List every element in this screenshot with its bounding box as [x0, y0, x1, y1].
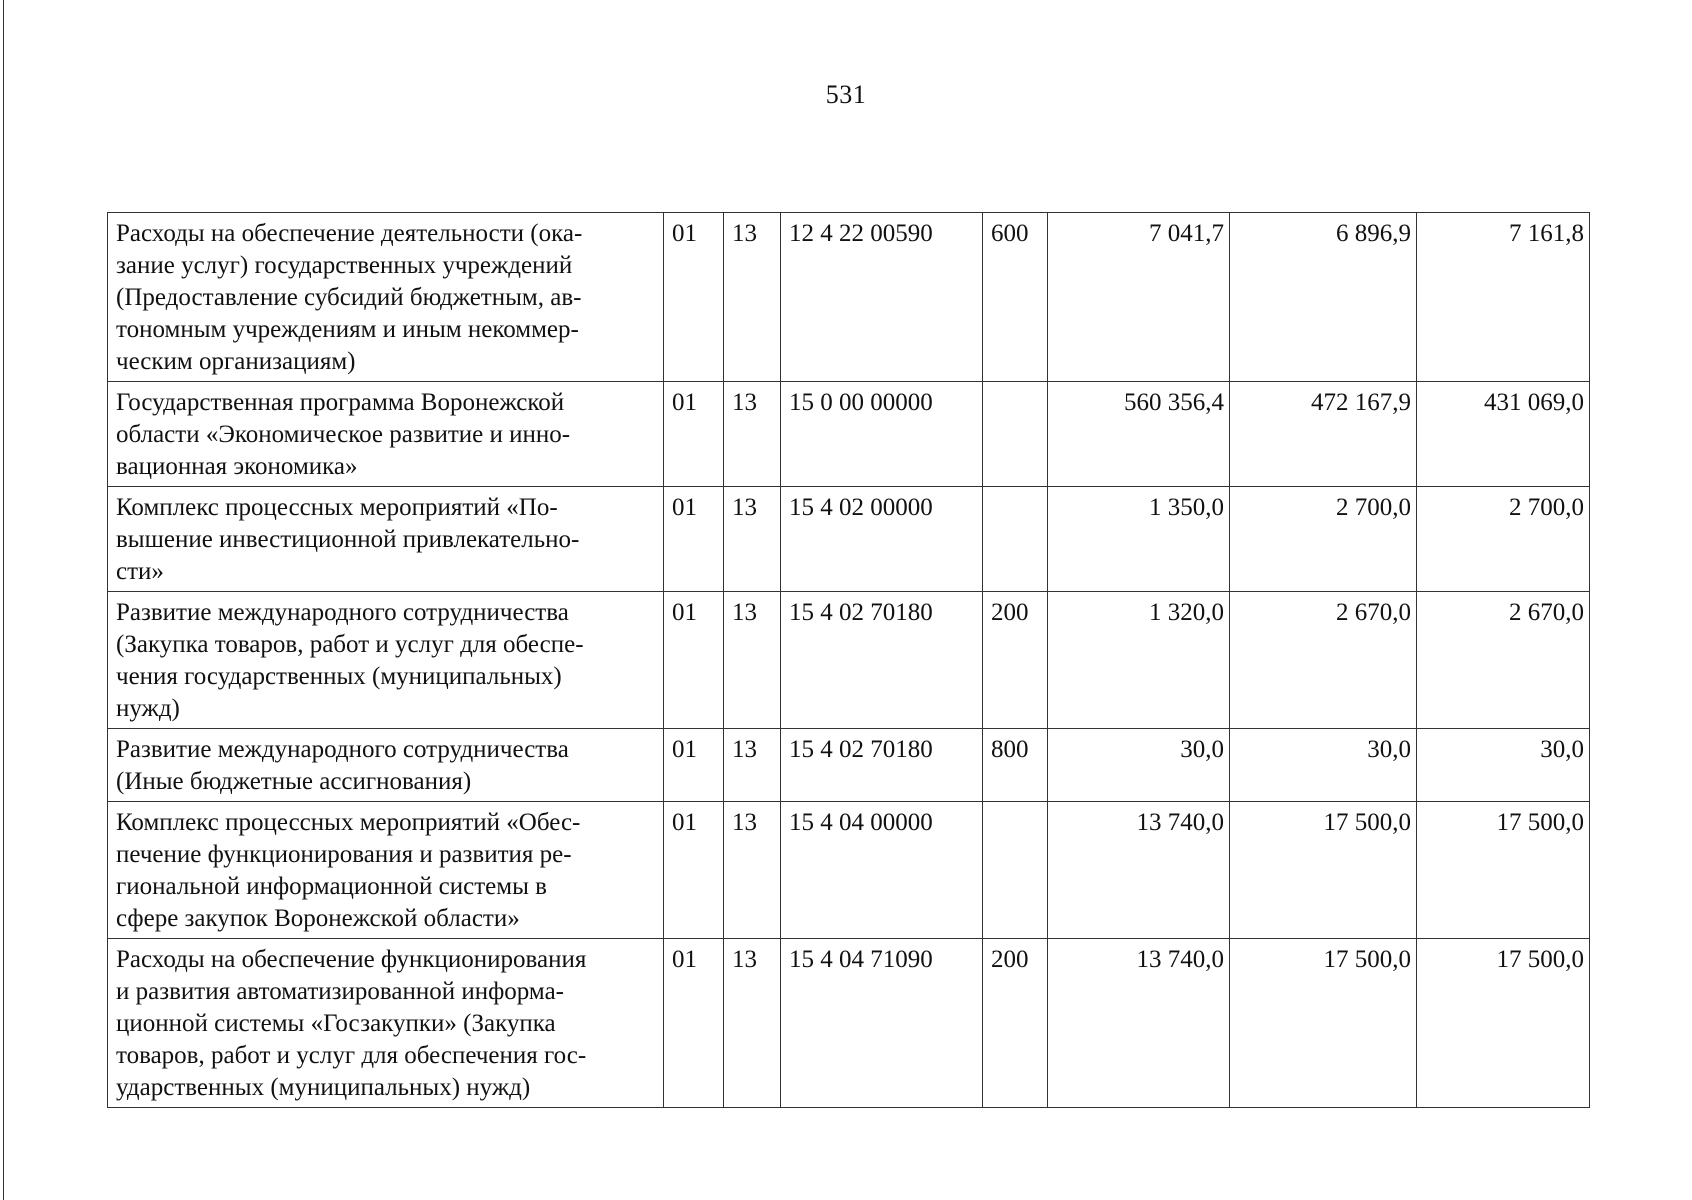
amount-year1-cell: 560 356,4: [1048, 382, 1230, 487]
amount-year1-cell: 13 740,0: [1048, 939, 1230, 1108]
amount-year3-cell: 17 500,0: [1417, 939, 1590, 1108]
target-article-cell: 12 4 22 00590: [781, 213, 983, 382]
amount-year3-cell: 2 670,0: [1417, 592, 1590, 729]
section-code-cell: 01: [664, 592, 724, 729]
budget-table: [107, 212, 1590, 1108]
expense-type-cell: [983, 487, 1048, 592]
amount-year2-cell: 17 500,0: [1230, 939, 1417, 1108]
amount-year3-cell: 2 700,0: [1417, 487, 1590, 592]
amount-year2-cell: 2 700,0: [1230, 487, 1417, 592]
section-code-cell: 01: [664, 939, 724, 1108]
amount-year2-cell: 30,0: [1230, 729, 1417, 802]
subsection-code-cell: 13: [724, 487, 781, 592]
target-article-cell: 15 4 04 71090: [781, 939, 983, 1108]
section-code-cell: 01: [664, 213, 724, 382]
table-row: [108, 939, 1590, 1108]
table-row: [108, 213, 1590, 382]
table-row: [108, 382, 1590, 487]
amount-year3-cell: 7 161,8: [1417, 213, 1590, 382]
amount-year3-cell: 30,0: [1417, 729, 1590, 802]
scan-edge-line: [3, 0, 4, 1200]
table-row: [108, 729, 1590, 802]
amount-year1-cell: 1 320,0: [1048, 592, 1230, 729]
subsection-code-cell: 13: [724, 939, 781, 1108]
section-code-cell: 01: [664, 382, 724, 487]
section-code-cell: 01: [664, 802, 724, 939]
amount-year1-cell: 7 041,7: [1048, 213, 1230, 382]
subsection-code-cell: 13: [724, 213, 781, 382]
amount-year1-cell: 1 350,0: [1048, 487, 1230, 592]
amount-year2-cell: 2 670,0: [1230, 592, 1417, 729]
expense-name-cell: Комплекс процессных мероприятий «Обес- печение функционирования и развития ре- гиональной информационной системы в сфере закупок Воронежской области»: [108, 802, 664, 939]
subsection-code-cell: 13: [724, 592, 781, 729]
table-row: [108, 802, 1590, 939]
amount-year1-cell: 13 740,0: [1048, 802, 1230, 939]
amount-year1-cell: 30,0: [1048, 729, 1230, 802]
expense-name-cell: Развитие международного сотрудничества (Иные бюджетные ассигнования): [108, 729, 664, 802]
amount-year2-cell: 17 500,0: [1230, 802, 1417, 939]
expense-name-cell: Расходы на обеспечение деятельности (ока- зание услуг) государственных учреждений (Предоставление субсидий бюджетным, ав- тономным учреждениям и иным некоммер- ческим организациям): [108, 213, 664, 382]
subsection-code-cell: 13: [724, 802, 781, 939]
section-code-cell: 01: [664, 729, 724, 802]
target-article-cell: 15 4 02 70180: [781, 729, 983, 802]
expense-type-cell: 200: [983, 592, 1048, 729]
expense-name-cell: Расходы на обеспечение функционирования и развития автоматизированной информа- ционной системы «Госзакупки» (Закупка товаров, работ и услуг для обеспечения гос- ударственных (муниципальных) нужд): [108, 939, 664, 1108]
budget-table-body: [108, 213, 1590, 1108]
amount-year3-cell: 17 500,0: [1417, 802, 1590, 939]
expense-type-cell: 200: [983, 939, 1048, 1108]
subsection-code-cell: 13: [724, 382, 781, 487]
expense-name-cell: Государственная программа Воронежской области «Экономическое развитие и инно- вационная экономика»: [108, 382, 664, 487]
subsection-code-cell: 13: [724, 729, 781, 802]
expense-type-cell: [983, 382, 1048, 487]
expense-type-cell: 600: [983, 213, 1048, 382]
expense-type-cell: 800: [983, 729, 1048, 802]
table-row: [108, 592, 1590, 729]
target-article-cell: 15 4 02 70180: [781, 592, 983, 729]
page-number: 531: [825, 80, 867, 109]
target-article-cell: 15 0 00 00000: [781, 382, 983, 487]
expense-name-cell: Комплекс процессных мероприятий «По- вышение инвестиционной привлекательно- сти»: [108, 487, 664, 592]
target-article-cell: 15 4 02 00000: [781, 487, 983, 592]
table-row: [108, 487, 1590, 592]
section-code-cell: 01: [664, 487, 724, 592]
expense-type-cell: [983, 802, 1048, 939]
expense-name-cell: Развитие международного сотрудничества (Закупка товаров, работ и услуг для обеспе- чения государственных (муниципальных) нужд): [108, 592, 664, 729]
target-article-cell: 15 4 04 00000: [781, 802, 983, 939]
amount-year3-cell: 431 069,0: [1417, 382, 1590, 487]
amount-year2-cell: 6 896,9: [1230, 213, 1417, 382]
amount-year2-cell: 472 167,9: [1230, 382, 1417, 487]
